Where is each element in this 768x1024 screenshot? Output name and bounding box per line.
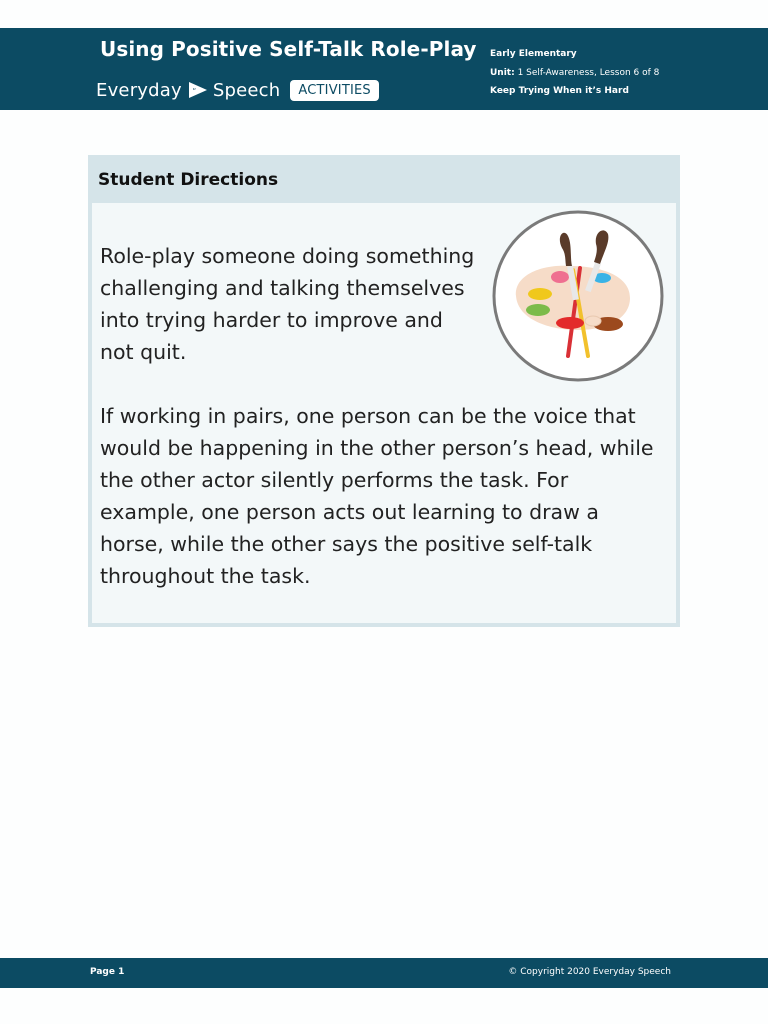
grade-level: Early Elementary [490,49,577,59]
lesson-meta [490,45,659,101]
page-footer [0,958,768,988]
brand-logo [96,77,379,103]
direction-paragraph-2: If working in pairs, one person can be the voice that would be happening in the other person’s head, while the other actor silently performs the task. For example, one person acts out learning to draw a horse, while the other says the positive self-talk throughout the task. [100,404,654,588]
speech-bubble-icon [187,79,209,101]
card-header [92,159,676,203]
page-number: Page 1 [90,967,125,977]
svg-text:“: “ [192,87,197,95]
activities-badge: ACTIVITIES [290,80,378,101]
brand-word-speech: Speech [212,79,281,101]
student-directions-card [88,155,680,627]
direction-paragraph-1: Role-play someone doing something challenging and talking themselves into trying harder to improve and not quit. [100,244,475,364]
paint-palette-icon [490,206,668,388]
activity-title: Using Positive Self-Talk Role-Play [100,37,477,61]
card-title: Student Directions [98,170,279,190]
page-header [0,28,768,110]
copyright-notice: © Copyright 2020 Everyday Speech [508,967,671,977]
brand-word-everyday: Everyday [96,79,182,101]
lesson-title: Keep Trying When it’s Hard [490,86,629,96]
unit-info: Unit: 1 Self-Awareness, Lesson 6 of 8 [490,67,660,78]
